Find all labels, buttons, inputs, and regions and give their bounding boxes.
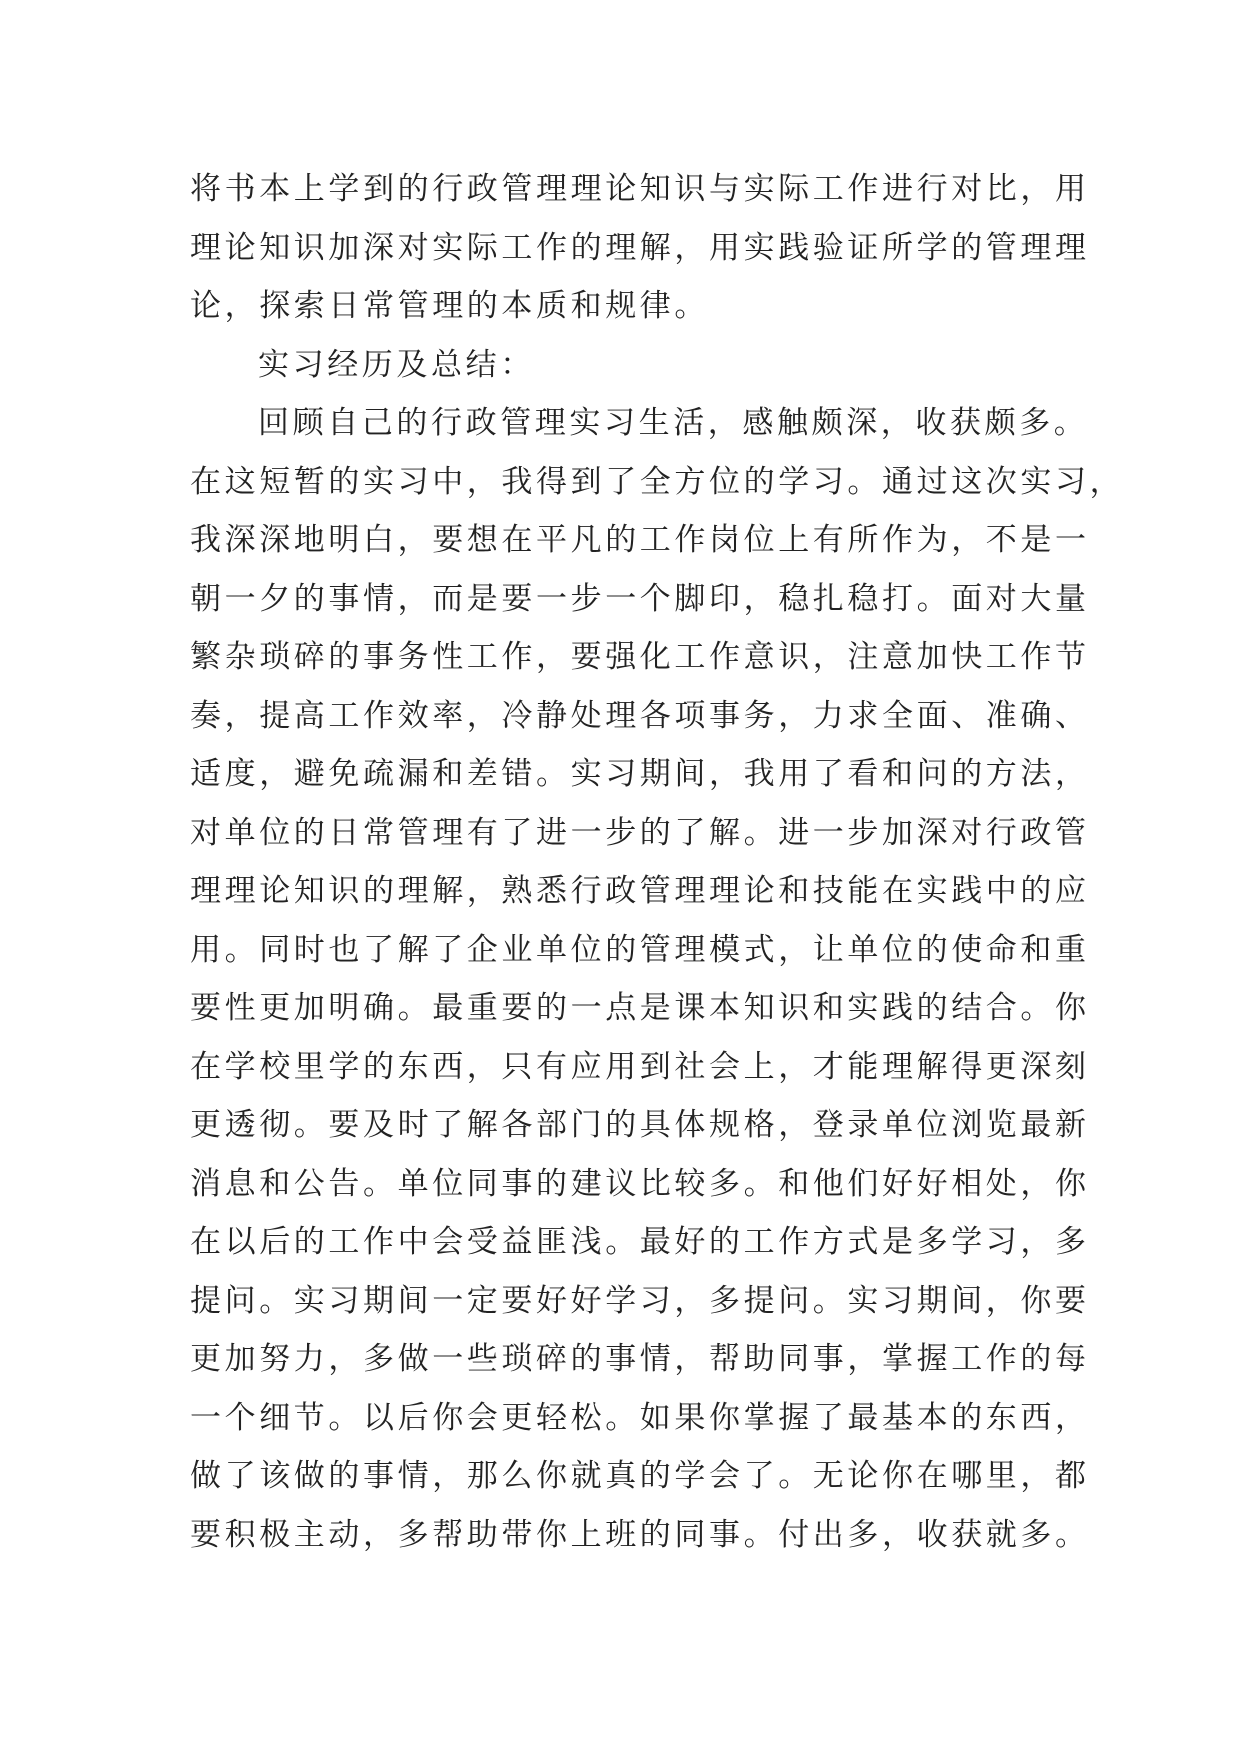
text-line: 用。同时也了解了企业单位的管理模式，让单位的使命和重 bbox=[190, 931, 1090, 968]
text-line: 论，探索日常管理的本质和规律。 bbox=[190, 288, 709, 324]
text-line: 繁杂琐碎的事务性工作，要强化工作意识，注意加快工作节 bbox=[190, 639, 1090, 675]
text-line: 做了该做的事情，那么你就真的学会了。无论你在哪里，都 bbox=[190, 1458, 1090, 1494]
text-line: 奏，提高工作效率，冷静处理各项事务，力求全面、准确、 bbox=[190, 697, 1090, 734]
text-line: 更透彻。要及时了解各部门的具体规格，登录单位浏览最新 bbox=[190, 1107, 1090, 1143]
text-line: 一个细节。以后你会更轻松。如果你掌握了最基本的东西， bbox=[190, 1399, 1090, 1436]
text-line: 将书本上学到的行政管理理论知识与实际工作进行对比，用 bbox=[190, 171, 1090, 207]
paragraph-first-line: 回顾自己的行政管理实习生活，感触颇深，收获颇多。 bbox=[258, 405, 1089, 441]
text-line: 在学校里学的东西，只有应用到社会上，才能理解得更深刻 bbox=[190, 1048, 1090, 1085]
text-line: 在这短暂的实习中，我得到了全方位的学习。通过这次实习， bbox=[190, 463, 1125, 500]
section-heading: 实习经历及总结： bbox=[258, 346, 535, 383]
text-line: 要积极主动，多帮助带你上班的同事。付出多，收获就多。 bbox=[190, 1516, 1090, 1553]
text-line: 理理论知识的理解，熟悉行政管理理论和技能在实践中的应 bbox=[190, 873, 1090, 909]
text-line: 提问。实习期间一定要好好学习，多提问。实习期间，你要 bbox=[190, 1282, 1090, 1319]
text-line: 理论知识加深对实际工作的理解，用实践验证所学的管理理 bbox=[190, 229, 1090, 266]
body-text bbox=[190, 160, 1125, 1564]
text-line: 在以后的工作中会受益匪浅。最好的工作方式是多学习，多 bbox=[190, 1224, 1090, 1260]
text-line: 更加努力，多做一些琐碎的事情，帮助同事，掌握工作的每 bbox=[190, 1341, 1090, 1377]
text-line: 适度，避免疏漏和差错。实习期间，我用了看和问的方法， bbox=[190, 756, 1090, 792]
text-line: 消息和公告。单位同事的建议比较多。和他们好好相处，你 bbox=[190, 1165, 1090, 1202]
text-line: 对单位的日常管理有了进一步的了解。进一步加深对行政管 bbox=[190, 814, 1090, 851]
text-line: 我深深地明白，要想在平凡的工作岗位上有所作为，不是一 bbox=[190, 522, 1090, 558]
text-line: 要性更加明确。最重要的一点是课本知识和实践的结合。你 bbox=[190, 990, 1090, 1026]
text-line: 朝一夕的事情，而是要一步一个脚印，稳扎稳打。面对大量 bbox=[190, 580, 1090, 617]
